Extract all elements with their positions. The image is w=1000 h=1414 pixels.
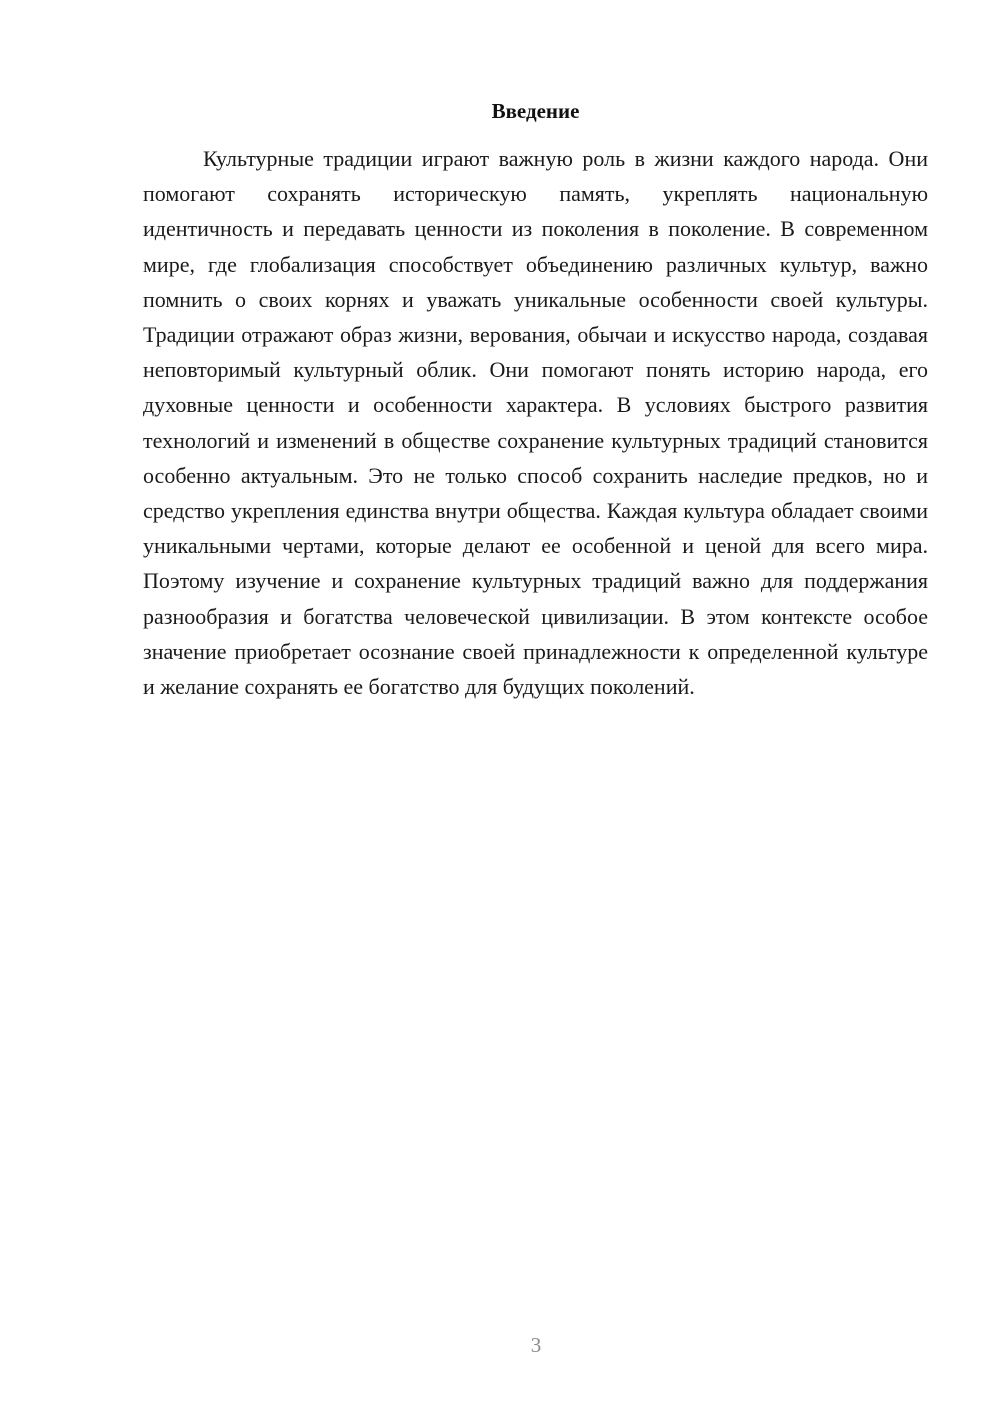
body-paragraph: Культурные традиции играют важную роль в жизни каждого народа. Они помогают сохранять историческую память, укреплять национальную идентичность и передавать ценности из поколения в поколение. В современном мире, где глобализация способствует объединению различных культур, важно помнить о своих корнях и уважать уникальные особенности своей культуры. Традиции отражают образ жизни, верования, обычаи и искусство народа, создавая неповторимый культурный облик. Они помогают понять историю народа, его духовные ценности и особенности характера. В условиях быстрого развития технологий и изменений в обществе сохранение культурных традиций становится особенно актуальным. Это не только способ сохранить наследие предков, но и средство укрепления единства внутри общества. Каждая культура обладает своими уникальными чертами, которые делают ее особенной и ценой для всего мира. Поэтому изучение и сохранение культурных традиций важно для поддержания разнообразия и богатства человеческой цивилизации. В этом контексте особое значение приобретает осознание своей принадлежности к определенной культуре и желание сохранять ее богатство для будущих поколений. [143,146,928,700]
page-number: 3 [530,1333,542,1357]
section-title: Введение [491,99,580,123]
page-content [143,93,928,704]
